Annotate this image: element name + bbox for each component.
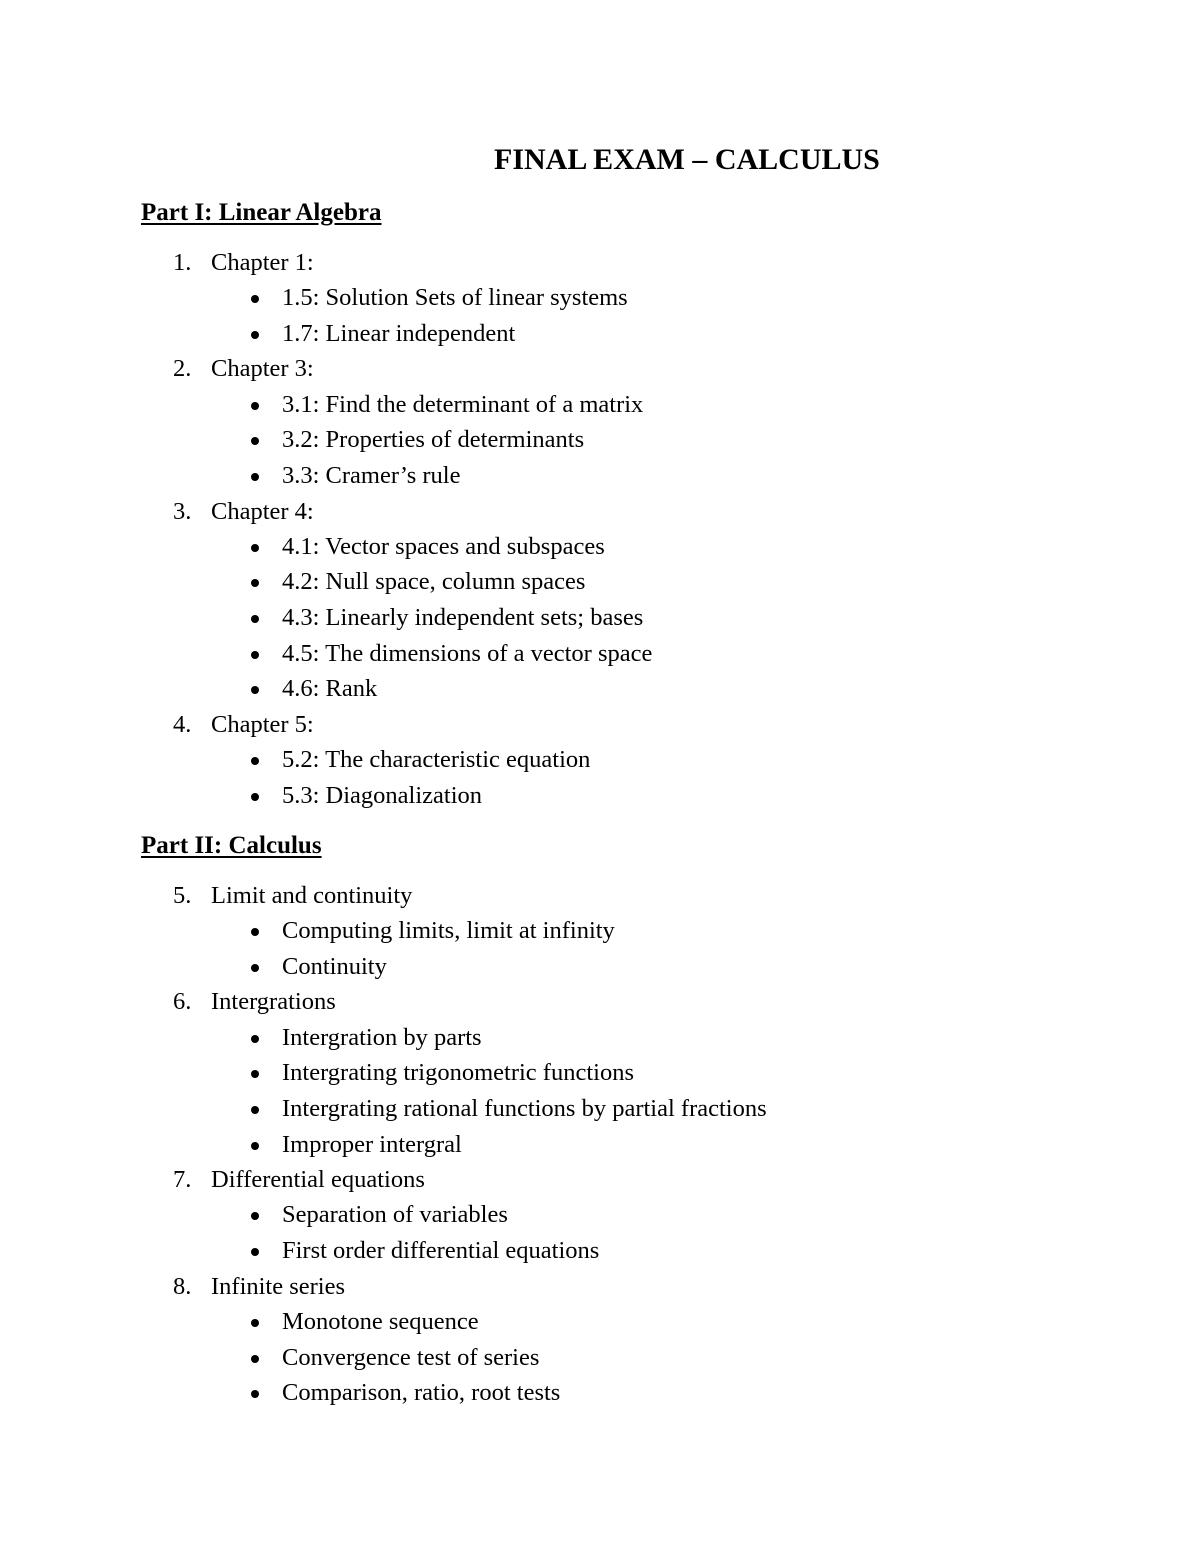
list-item-text: 3.3: Cramer’s rule: [282, 461, 461, 489]
section-number: 3.: [173, 497, 192, 525]
list-item-text: 5.3: Diagonalization: [282, 781, 483, 809]
bullet-icon: [251, 1035, 259, 1043]
section-number: 8.: [173, 1272, 192, 1300]
list-item: [0, 1375, 1200, 1411]
part-heading-calculus: Part II: Calculus: [141, 832, 322, 859]
section-chapter-4: [0, 494, 1200, 707]
list-item: [0, 600, 1200, 636]
section-number: 6.: [173, 988, 192, 1016]
list-item: [0, 1091, 1200, 1127]
part-2-sections: [0, 878, 1200, 1411]
list-item: [0, 1020, 1200, 1056]
list-item: [0, 636, 1200, 672]
list-item-text: Monotone sequence: [282, 1307, 479, 1335]
list-item: [0, 778, 1200, 814]
list-item-text: 4.2: Null space, column spaces: [282, 568, 586, 596]
bullet-icon: [251, 295, 259, 303]
list-item-text: 1.5: Solution Sets of linear systems: [282, 284, 628, 312]
list-item: [0, 529, 1200, 565]
list-item: [0, 742, 1200, 778]
list-item-text: 4.6: Rank: [282, 675, 378, 703]
list-item-text: 4.3: Linearly independent sets; bases: [282, 604, 644, 632]
bullet-icon: [251, 928, 259, 936]
list-item-text: Intergrating trigonometric functions: [282, 1059, 634, 1087]
part-1-sections: [0, 245, 1200, 813]
section-title: Differential equations: [211, 1166, 425, 1194]
section-number: 5.: [173, 882, 192, 909]
list-item: [0, 458, 1200, 494]
list-item: [0, 387, 1200, 423]
bullet-icon: [251, 1106, 259, 1114]
section-limit-continuity: [0, 878, 1200, 984]
list-item-text: 4.5: The dimensions of a vector space: [282, 639, 653, 667]
section-chapter-1: [0, 245, 1200, 351]
section-number: 4.: [173, 710, 192, 738]
list-item: [0, 1127, 1200, 1163]
list-item-text: First order differential equations: [282, 1237, 600, 1265]
bullet-icon: [251, 757, 259, 765]
list-item-text: 3.1: Find the determinant of a matrix: [282, 390, 644, 418]
list-item: [0, 671, 1200, 707]
section-infinite-series: [0, 1269, 1200, 1411]
section-heading: [0, 984, 1200, 1019]
section-title: Chapter 1:: [211, 249, 314, 276]
section-number: 7.: [173, 1166, 192, 1194]
list-item: [0, 422, 1200, 458]
section-title: Chapter 3:: [211, 355, 314, 383]
section-heading: [0, 245, 1200, 280]
list-item: [0, 1197, 1200, 1233]
list-item: [0, 949, 1200, 985]
section-heading: [0, 1162, 1200, 1197]
bullet-icon: [251, 1212, 259, 1220]
section-heading: [0, 878, 1200, 913]
list-item-text: 3.2: Properties of determinants: [282, 426, 585, 454]
list-item: [0, 1233, 1200, 1269]
bullet-icon: [251, 1070, 259, 1078]
list-item: [0, 316, 1200, 352]
section-title: Chapter 4:: [211, 497, 314, 525]
bullet-icon: [251, 686, 259, 694]
list-item-text: 1.7: Linear independent: [282, 319, 516, 347]
section-number: 1.: [173, 249, 192, 276]
list-item-text: Computing limits, limit at infinity: [282, 917, 615, 945]
section-heading: [0, 494, 1200, 529]
section-chapter-5: [0, 707, 1200, 813]
list-item: [0, 1304, 1200, 1340]
bullet-icon: [251, 473, 259, 481]
section-heading: [0, 351, 1200, 386]
list-item-text: 5.2: The characteristic equation: [282, 746, 591, 774]
bullet-icon: [251, 651, 259, 659]
list-item: [0, 1055, 1200, 1091]
bullet-icon: [251, 579, 259, 587]
list-item-text: Continuity: [282, 952, 387, 980]
list-item-text: Intergration by parts: [282, 1023, 482, 1051]
list-item-text: Comparison, ratio, root tests: [282, 1379, 561, 1407]
list-item: [0, 280, 1200, 316]
bullet-icon: [251, 437, 259, 445]
section-intergrations: [0, 984, 1200, 1162]
bullet-icon: [251, 544, 259, 552]
bullet-icon: [251, 402, 259, 410]
bullet-icon: [251, 1355, 259, 1363]
document-title: FINAL EXAM – CALCULUS: [494, 143, 880, 176]
list-item-text: 4.1: Vector spaces and subspaces: [282, 532, 605, 560]
list-item-text: Improper intergral: [282, 1130, 462, 1158]
bullet-icon: [251, 1142, 259, 1150]
section-title: Infinite series: [211, 1272, 346, 1300]
list-item-text: Intergrating rational functions by partial fractions: [282, 1094, 767, 1122]
section-heading: [0, 1269, 1200, 1304]
section-number: 2.: [173, 355, 192, 383]
bullet-icon: [251, 331, 259, 339]
bullet-icon: [251, 1390, 259, 1398]
bullet-icon: [251, 615, 259, 623]
section-differential-equations: [0, 1162, 1200, 1268]
section-title: Limit and continuity: [211, 882, 413, 909]
bullet-icon: [251, 1319, 259, 1327]
bullet-icon: [251, 964, 259, 972]
list-item: [0, 1340, 1200, 1376]
list-item-text: Separation of variables: [282, 1201, 508, 1229]
section-chapter-3: [0, 351, 1200, 493]
list-item: [0, 564, 1200, 600]
section-title: Intergrations: [211, 988, 336, 1016]
list-item: [0, 913, 1200, 949]
section-title: Chapter 5:: [211, 710, 314, 738]
list-item-text: Convergence test of series: [282, 1343, 540, 1371]
part-heading-linear-algebra: Part I: Linear Algebra: [141, 199, 382, 226]
bullet-icon: [251, 793, 259, 801]
bullet-icon: [251, 1248, 259, 1256]
section-heading: [0, 707, 1200, 742]
